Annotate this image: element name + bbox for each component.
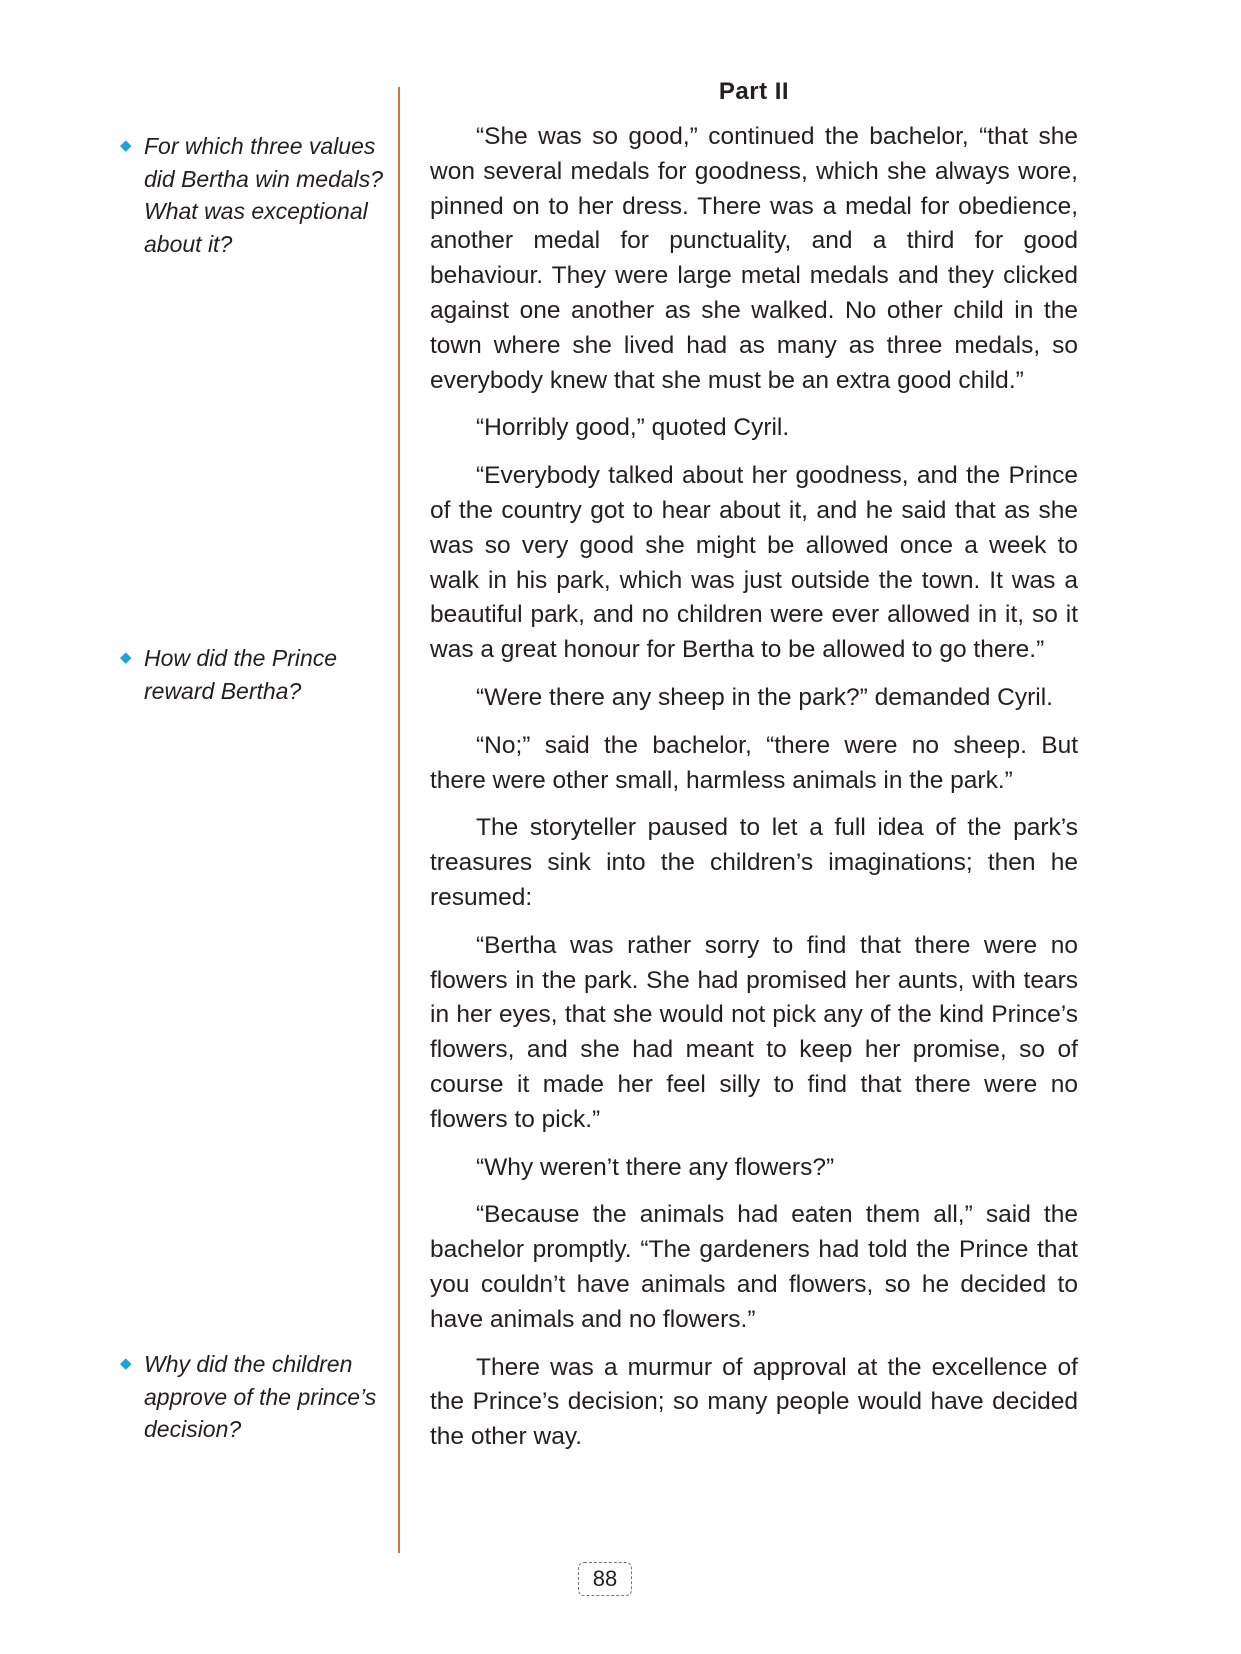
paragraph: “Bertha was rather sorry to find that there were no flowers in the park. She had promised her aunts, with tears in her eyes, that she would not pick any of the kind Prince’s flowers, and she had meant to keep her promise, so of course it made her feel silly to find that there were no flowers to pick.” xyxy=(430,931,1078,1133)
main-text-column xyxy=(430,78,1078,1468)
diamond-icon: ◆ xyxy=(120,137,132,154)
paragraph: “She was so good,” continued the bachelor, “that she won several medals for goodness, which she always wore, pinned on to her dress. There was a medal for obedience, another medal for punctuality, and a third for good behaviour. They were large metal medals and they clicked against one another as she walked. No other child in the town where she lived had as many as three medals, so everybody knew that she must be an extra good child.” xyxy=(430,123,1078,394)
margin-question xyxy=(120,1348,390,1446)
margin-question-text: How did the Prince reward Bertha? xyxy=(144,645,338,704)
diamond-icon: ◆ xyxy=(120,1355,132,1372)
paragraph: The storyteller paused to let a full idea of the park’s treasures sink into the children’s imaginations; then he resumed: xyxy=(430,814,1078,911)
paragraph: “Because the animals had eaten them all,” said the bachelor promptly. “The gardeners had told the Prince that you couldn’t have animals and flowers, so he decided to have animals and no flowers.” xyxy=(430,1201,1078,1333)
page-number: 88 xyxy=(578,1562,632,1596)
paragraph: “Everybody talked about her goodness, and the Prince of the country got to hear about it, and he said that as she was so very good she might be allowed once a week to walk in his park, which was just outside the town. It was a beautiful park, and no children were ever allowed in it, so it was a great honour for Bertha to be allowed to go there.” xyxy=(430,462,1078,664)
diamond-icon: ◆ xyxy=(120,649,132,666)
margin-question xyxy=(120,642,390,707)
margin-question xyxy=(120,130,390,260)
column-divider xyxy=(398,87,400,1553)
paragraph: “Horribly good,” quoted Cyril. xyxy=(476,414,790,442)
paragraph: There was a murmur of approval at the excellence of the Prince’s decision; so many people would have decided the other way. xyxy=(430,1353,1078,1451)
margin-question-text: For which three values did Bertha win medals? What was exceptional about it? xyxy=(144,133,384,257)
paragraph: “No;” said the bachelor, “there were no sheep. But there were other small, harmless animals in the park.” xyxy=(430,731,1078,794)
paragraph: “Why weren’t there any flowers?” xyxy=(476,1153,835,1181)
section-title: Part II xyxy=(718,78,790,105)
paragraph: “Were there any sheep in the park?” demanded Cyril. xyxy=(476,683,1053,711)
margin-question-text: Why did the children approve of the prince’s decision? xyxy=(144,1351,377,1442)
